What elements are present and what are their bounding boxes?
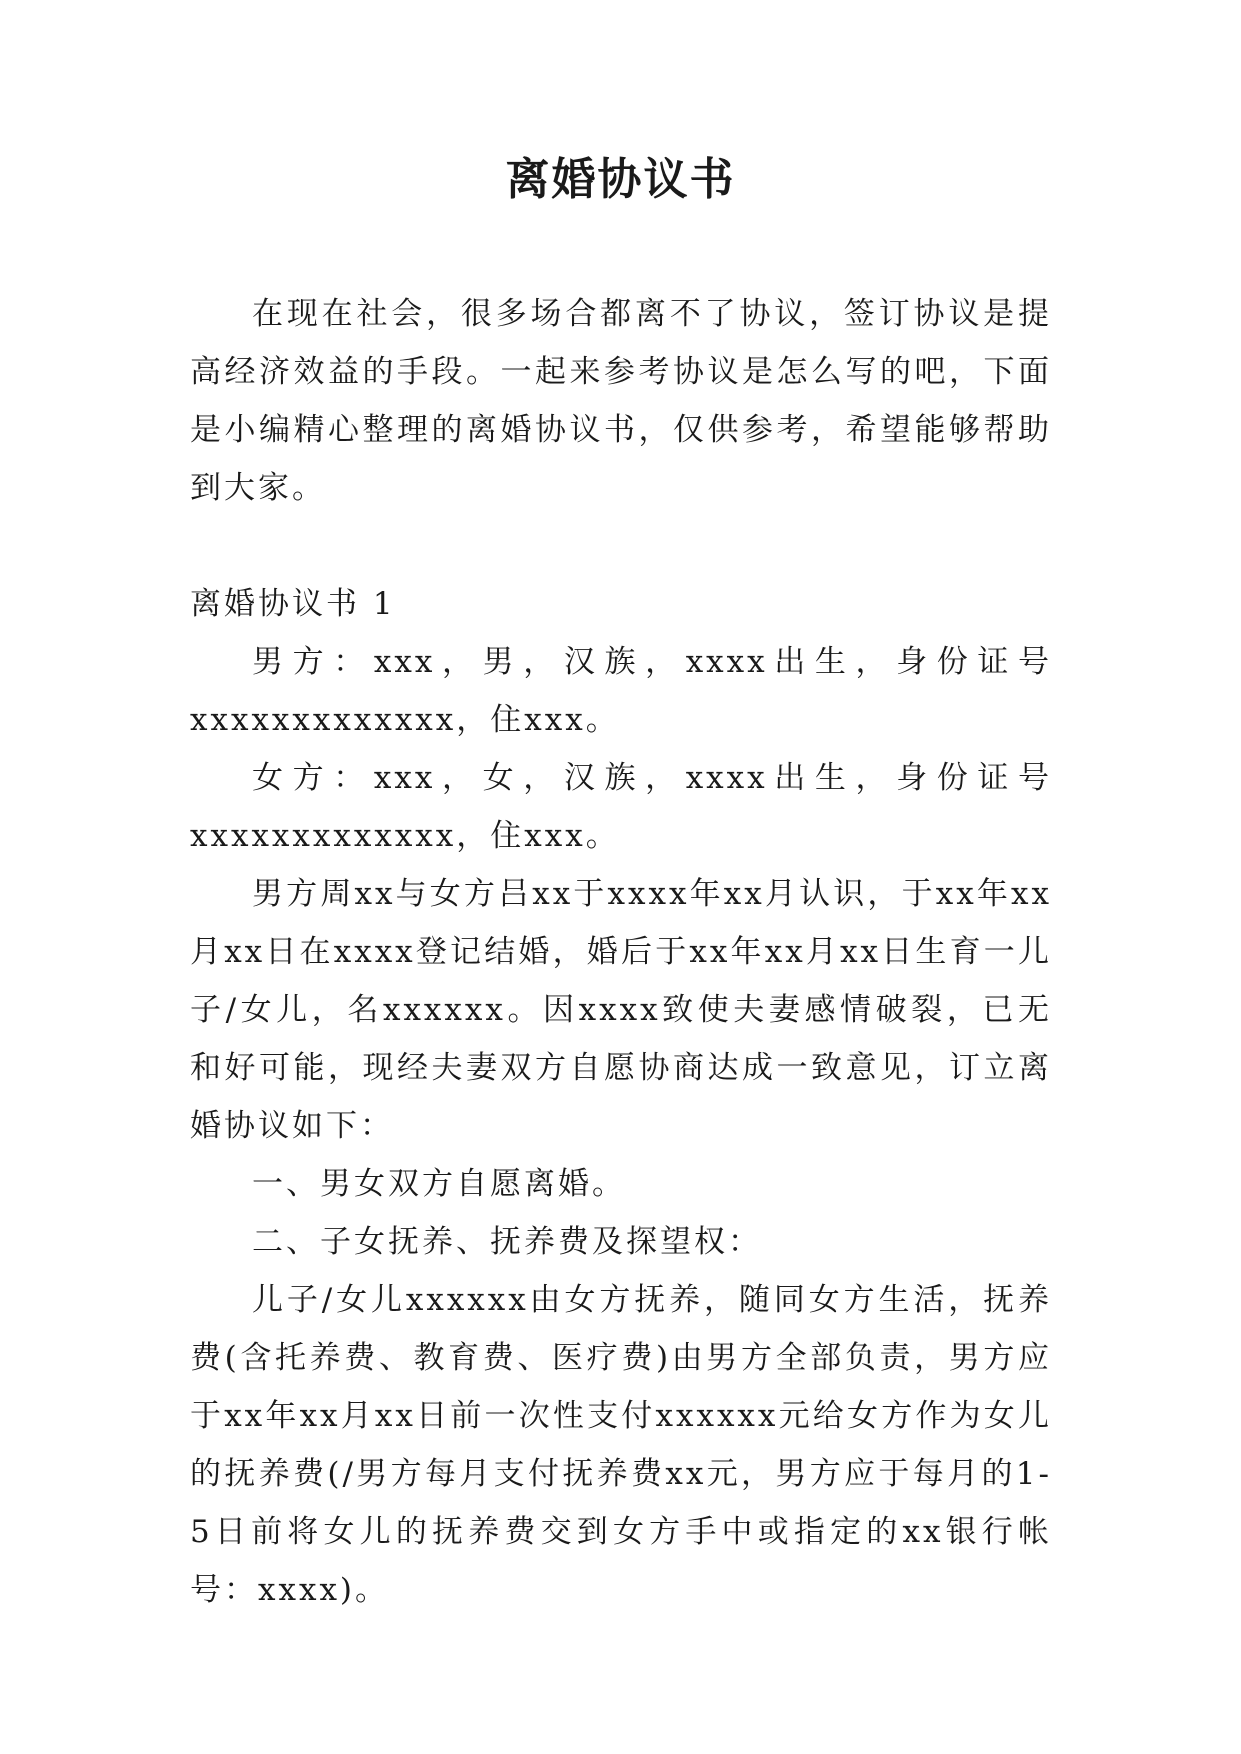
female-party-paragraph: 女方：xxx，女，汉族，xxxx出生，身份证号xxxxxxxxxxxxx，住xxx。 xyxy=(190,760,1052,854)
clause-one: 一、男女双方自愿离婚。 xyxy=(252,1166,626,1202)
section-heading: 离婚协议书 1 xyxy=(190,586,396,622)
intro-paragraph: 在现在社会，很多场合都离不了协议，签订协议是提高经济效益的手段。一起来参考协议是怎么写的吧，下面是小编精心整理的离婚协议书，仅供参考，希望能够帮助到大家。 xyxy=(190,296,1052,506)
document-body xyxy=(190,285,1052,1619)
clause-two-heading: 二、子女抚养、抚养费及探望权： xyxy=(252,1224,762,1260)
background-paragraph: 男方周xx与女方吕xx于xxxx年xx月认识，于xx年xx月xx日在xxxx登记结婚，婚后于xx年xx月xx日生育一儿子/女儿，名xxxxxx。因xxxx致使夫妻感情破裂，已无和好可能，现经夫妻双方自愿协商达成一致意见，订立离婚协议如下： xyxy=(190,876,1052,1144)
document-title: 离婚协议书 xyxy=(505,154,736,205)
child-support-paragraph: 儿子/女儿xxxxxx由女方抚养，随同女方生活，抚养费(含托养费、教育费、医疗费)由男方全部负责，男方应于xx年xx月xx日前一次性支付xxxxxx元给女方作为女儿的抚养费(/男方每月支付抚养费xx元，男方应于每月的1-5日前将女儿的抚养费交到女方手中或指定的xx银行帐号：xxxx)。 xyxy=(190,1282,1052,1608)
male-party-paragraph: 男方：xxx，男，汉族，xxxx出生，身份证号xxxxxxxxxxxxx，住xxx。 xyxy=(190,644,1052,738)
